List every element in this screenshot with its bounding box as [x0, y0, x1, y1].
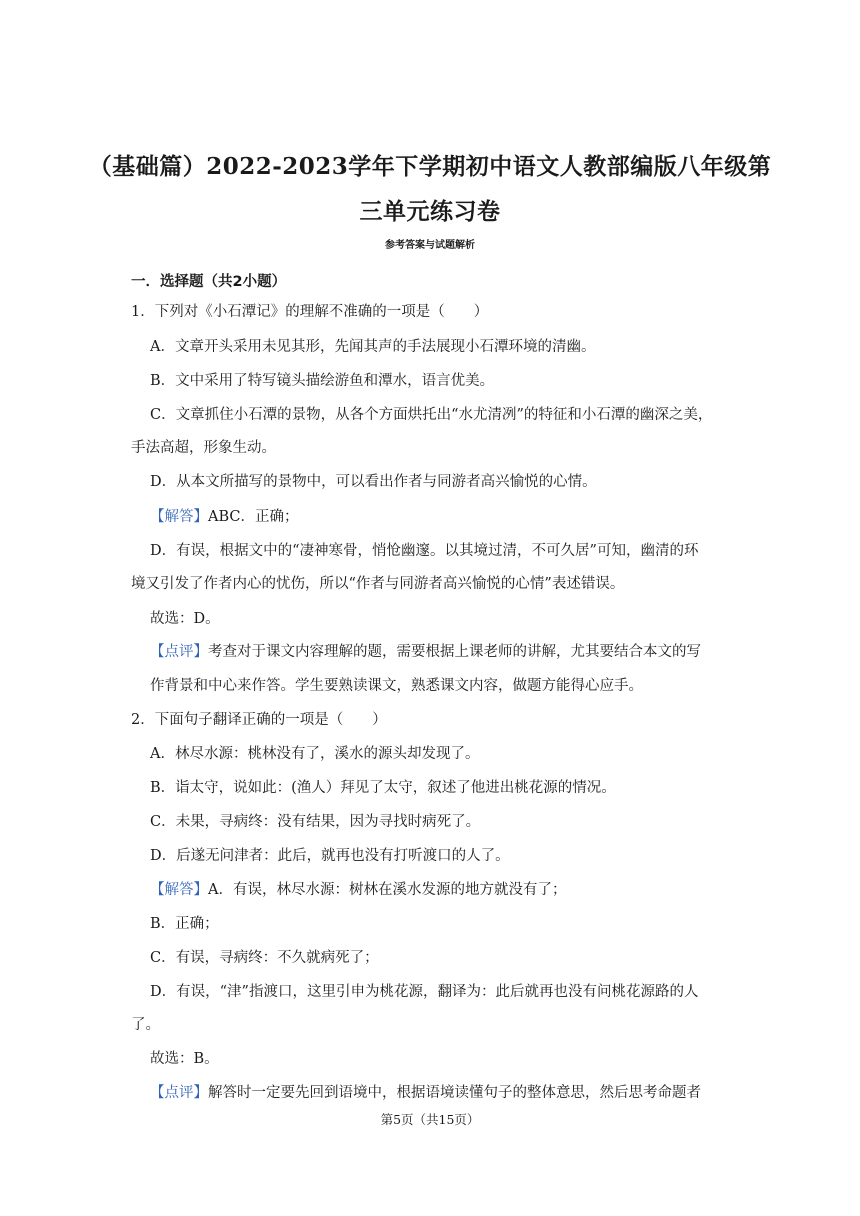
section-heading: 一．选择题（共2小题）: [131, 274, 287, 290]
q1-comment-line2: 作背景和中心来作答。学生要熟读课文，熟悉课文内容，做题方能得心应手。: [150, 678, 643, 694]
comment-tag: 【点评】: [150, 1085, 208, 1101]
q2-comment-text: 解答时一定要先回到语境中，根据语境读懂句子的整体意思，然后思考命题者: [208, 1085, 701, 1101]
q2-stem: 2．下面句子翻译正确的一项是（ ）: [131, 712, 387, 728]
q1-comment-line1: [150, 642, 701, 662]
q2-answer-line1: [150, 880, 566, 900]
q2-answer-text: A．有误，林尽水源：树林在溪水发源的地方就没有了；: [208, 882, 567, 898]
answer-tag: 【解答】: [150, 509, 208, 525]
q2-choice: 故选：B。: [150, 1051, 219, 1067]
q1-option-c-line1: C．文章抓住小石潭的景物，从各个方面烘托出“水尤清冽”的特征和小石潭的幽深之美，: [150, 407, 713, 423]
q1-stem: 1．下列对《小石潭记》的理解不准确的一项是（ ）: [131, 304, 489, 320]
comment-tag: 【点评】: [150, 644, 208, 660]
q1-option-d: D．从本文所描写的景物中，可以看出作者与同游者高兴愉悦的心情。: [150, 474, 597, 490]
q2-comment-line1: [150, 1083, 701, 1103]
doc-title-line1: （基础篇）2022-2023学年下学期初中语文人教部编版八年级第: [88, 153, 772, 180]
q1-comment-text: 考查对于课文内容理解的题，需要根据上课老师的讲解，尤其要结合本文的写: [208, 644, 701, 660]
q2-answer-line2: B．正确；: [150, 916, 219, 932]
q2-option-a: A．林尽水源：桃林没有了，溪水的源头却发现了。: [150, 746, 480, 762]
q2-answer-line3: C．有误，寻病终：不久就病死了；: [150, 950, 379, 966]
q2-answer-line4: D．有误，“津”指渡口，这里引申为桃花源，翻译为：此后就再也没有问桃花源路的人: [150, 984, 699, 1000]
q1-option-c-line2: 手法高超，形象生动。: [131, 440, 276, 456]
q1-option-b: B．文中采用了特写镜头描绘游鱼和潭水，语言优美。: [150, 373, 495, 389]
q1-answer-line3: 境又引发了作者内心的忧伤，所以“作者与同游者高兴愉悦的心情”表述错误。: [131, 576, 625, 592]
q2-option-b: B．诣太守，说如此：(渔人）拜见了太守，叙述了他进出桃花源的情况。: [150, 780, 616, 796]
page-footer: 第5页（共15页）: [380, 1112, 480, 1127]
q1-option-a: A．文章开头采用未见其形，先闻其声的手法展现小石潭环境的清幽。: [150, 339, 596, 355]
q1-choice: 故选：D。: [150, 611, 220, 627]
q2-answer-line5: 了。: [131, 1017, 160, 1033]
q2-option-c: C．未果，寻病终：没有结果，因为寻找时病死了。: [150, 814, 481, 830]
doc-subtitle: 参考答案与试题解析: [385, 240, 475, 251]
q1-answer-text: ABC．正确；: [208, 509, 299, 525]
q1-answer-line2: D．有误，根据文中的“凄神寒骨，悄怆幽邃。以其境过清，不可久居”可知，幽清的环: [150, 543, 699, 559]
doc-title-line2: 三单元练习卷: [359, 198, 501, 225]
q1-answer-line1: [150, 507, 299, 527]
q2-option-d: D．后遂无问津者：此后，就再也没有打听渡口的人了。: [150, 848, 510, 864]
answer-tag: 【解答】: [150, 882, 208, 898]
